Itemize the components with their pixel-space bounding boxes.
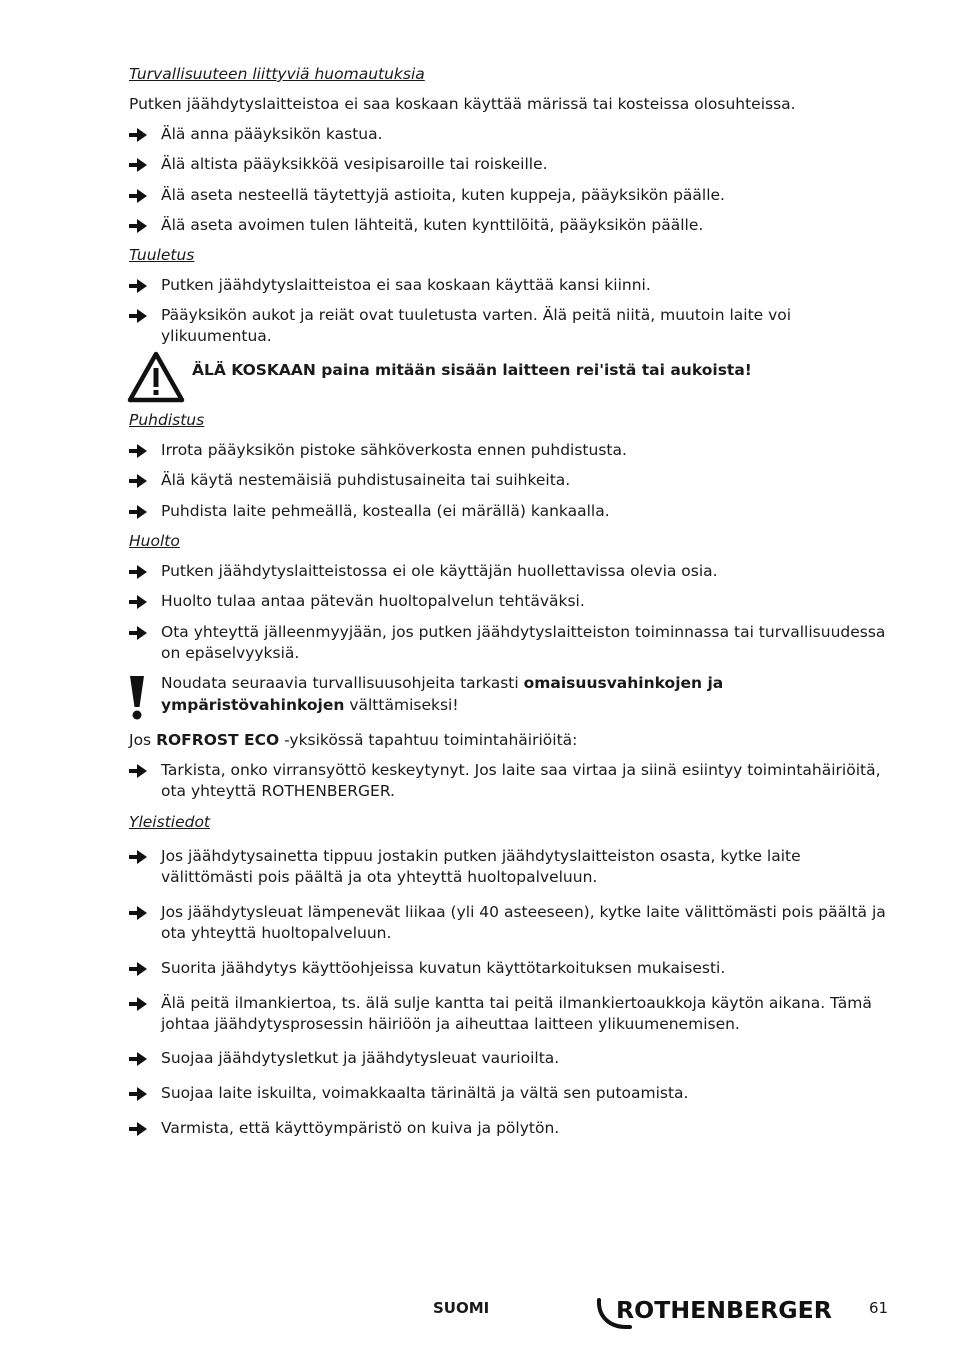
- arrow-right-icon: [129, 764, 147, 778]
- list-item: Älä käytä nestemäisiä puhdistusaineita tai suihkeita.: [129, 470, 888, 491]
- arrow-right-icon: [129, 850, 147, 864]
- exclamation-icon: [129, 674, 145, 720]
- arrow-right-icon: [129, 158, 147, 172]
- arrow-right-icon: [129, 906, 147, 920]
- page-number: 61: [869, 1299, 889, 1317]
- safety-intro: Putken jäähdytyslaitteistoa ei saa koskaan käyttää märissä tai kosteissa olosuhteissa.: [129, 95, 796, 113]
- arrow-right-icon: [129, 595, 147, 609]
- list-item: Puhdista laite pehmeällä, kostealla (ei märällä) kankaalla.: [129, 501, 888, 522]
- list-item: Suojaa laite iskuilta, voimakkaalta tärinältä ja vältä sen putoamista.: [129, 1083, 888, 1104]
- svg-text:ROTHENBERGER: ROTHENBERGER: [616, 1298, 833, 1324]
- list-item: Jos jäähdytysainetta tippuu jostakin putken jäähdytyslaitteiston osasta, kytke laite välittömästi pois päältä ja ota yhteyttä huoltopalveluun.: [129, 846, 888, 888]
- warning-triangle-icon: [127, 351, 185, 403]
- arrow-right-icon: [129, 962, 147, 976]
- section-heading-cleaning: Puhdistus: [129, 411, 205, 429]
- list-item: Älä altista pääyksikköä vesipisaroille tai roiskeille.: [129, 154, 888, 175]
- list-item: Jos jäähdytysleuat lämpenevät liikaa (yli 40 asteeseen), kytke laite välittömästi pois päältä ja ota yhteyttä huoltopalveluun.: [129, 902, 888, 944]
- arrow-right-icon: [129, 626, 147, 640]
- list-item: Tarkista, onko virransyöttö keskeytynyt. Jos laite saa virtaa ja siinä esiintyy toimintahäiriöitä, ota yhteyttä ROTHENBERGER.: [129, 760, 888, 802]
- arrow-right-icon: [129, 219, 147, 233]
- arrow-right-icon: [129, 1052, 147, 1066]
- warning-text: ÄLÄ KOSKAAN paina mitään sisään laitteen rei'istä tai aukoista!: [192, 361, 752, 379]
- list-item: Älä aseta nesteellä täytettyjä astioita, kuten kuppeja, pääyksikön päälle.: [129, 185, 888, 206]
- section-heading-maintenance: Huolto: [129, 532, 180, 550]
- list-item: Suorita jäähdytys käyttöohjeissa kuvatun käyttötarkoituksen mukaisesti.: [129, 958, 888, 979]
- rothenberger-logo: [596, 1293, 836, 1333]
- list-item: Älä anna pääyksikön kastua.: [129, 124, 888, 145]
- arrow-right-icon: [129, 1122, 147, 1136]
- arrow-right-icon: [129, 444, 147, 458]
- list-item: Huolto tulaa antaa pätevän huoltopalvelun tehtäväksi.: [129, 591, 888, 612]
- list-item: Älä peitä ilmankiertoa, ts. älä sulje kantta tai peitä ilmankiertoaukkoja käytön aikana. Tämä johtaa jäähdytysprosessin häiriöön ja aiheuttaa laitteen ylikuumenemisen.: [129, 993, 888, 1035]
- list-item: Varmista, että käyttöympäristö on kuiva ja pölytön.: [129, 1118, 888, 1139]
- arrow-right-icon: [129, 309, 147, 323]
- note-text: Noudata seuraavia turvallisuusohjeita tarkasti omaisuusvahinkojen ja ympäristövahinkojen välttämiseksi!: [161, 674, 724, 714]
- arrow-right-icon: [129, 474, 147, 488]
- list-item: Putken jäähdytyslaitteistossa ei ole käyttäjän huollettavissa olevia osia.: [129, 561, 888, 582]
- footer-language: SUOMI: [433, 1299, 490, 1317]
- list-item: Pääyksikön aukot ja reiät ovat tuuletusta varten. Älä peitä niitä, muutoin laite voi ylikuumentua.: [129, 305, 888, 347]
- list-item: Suojaa jäähdytysletkut ja jäähdytysleuat vaurioilta.: [129, 1048, 888, 1069]
- section-heading-general: Yleistiedot: [129, 813, 211, 831]
- list-item: Putken jäähdytyslaitteistoa ei saa koskaan käyttää kansi kiinni.: [129, 275, 888, 296]
- arrow-right-icon: [129, 279, 147, 293]
- arrow-right-icon: [129, 1087, 147, 1101]
- arrow-right-icon: [129, 997, 147, 1011]
- section-heading-ventilation: Tuuletus: [129, 246, 195, 264]
- list-item: Irrota pääyksikön pistoke sähköverkosta ennen puhdistusta.: [129, 440, 888, 461]
- arrow-right-icon: [129, 505, 147, 519]
- arrow-right-icon: [129, 128, 147, 142]
- note-block: [129, 672, 829, 716]
- list-item: Älä aseta avoimen tulen lähteitä, kuten kynttilöitä, pääyksikön päälle.: [129, 215, 888, 236]
- arrow-right-icon: [129, 189, 147, 203]
- section-heading-safety: Turvallisuuteen liittyviä huomautuksia: [129, 65, 425, 83]
- list-item: Ota yhteyttä jälleenmyyjään, jos putken jäähdytyslaitteiston toiminnassa tai turvallisuudessa on epäselvyyksiä.: [129, 622, 888, 664]
- arrow-right-icon: [129, 565, 147, 579]
- malfunction-intro: Jos ROFROST ECO -yksikössä tapahtuu toimintahäiriöitä:: [129, 731, 578, 749]
